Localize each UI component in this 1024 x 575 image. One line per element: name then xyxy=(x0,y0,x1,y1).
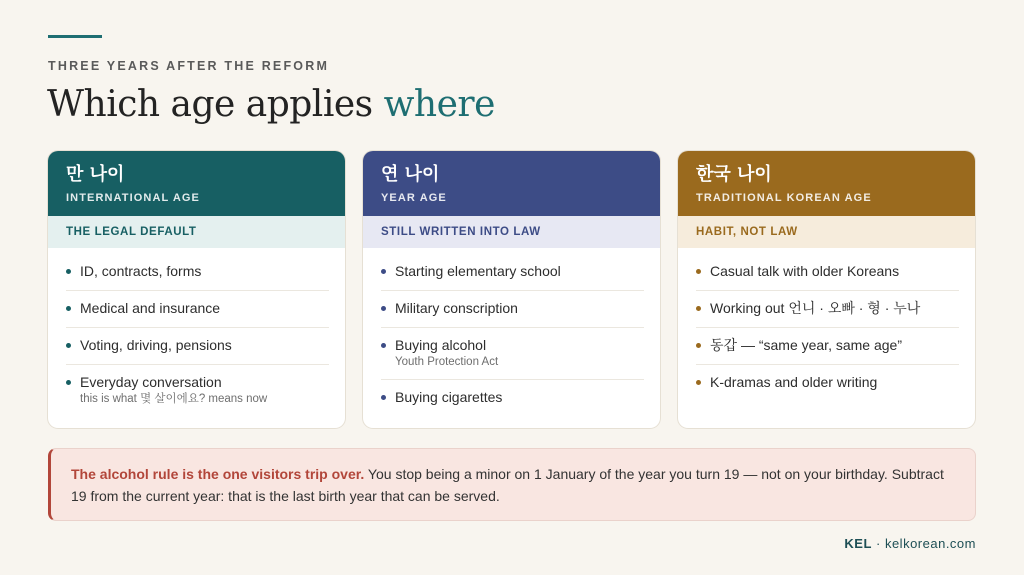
alcohol-callout xyxy=(48,448,976,521)
bullet-icon xyxy=(381,395,386,400)
bullet-icon xyxy=(66,306,71,311)
card-list xyxy=(678,248,975,401)
bullet-icon xyxy=(66,269,71,274)
list-item xyxy=(696,365,959,401)
card-year-age xyxy=(363,151,660,428)
card-korean-title: 만 나이 xyxy=(66,164,125,185)
list-item xyxy=(696,291,959,328)
item-text: Buying alcohol xyxy=(395,337,487,353)
bullet-icon xyxy=(381,269,386,274)
bullet-icon xyxy=(381,306,386,311)
item-text: K-dramas and older writing xyxy=(710,374,878,390)
item-text: Working out 언니 · 오빠 · 형 · 누나 xyxy=(710,300,921,316)
title-main: Which age applies xyxy=(47,84,384,125)
list-item xyxy=(66,328,329,365)
callout-body: You stop being a minor on 1 January of the year you turn 19 — not on your birthday. Subtract 19 from the current year: that is the last birth year that can be served. xyxy=(71,466,944,504)
card-international-age xyxy=(48,151,345,428)
card-header xyxy=(363,151,660,216)
card-list xyxy=(363,248,660,416)
list-item xyxy=(381,291,644,328)
list-item xyxy=(381,380,644,416)
footer-credit xyxy=(844,536,976,551)
page-title xyxy=(47,84,495,125)
bullet-icon xyxy=(66,343,71,348)
bullet-icon xyxy=(696,306,701,311)
item-text: Buying cigarettes xyxy=(395,389,503,405)
item-text: Everyday conversation xyxy=(80,374,222,390)
item-subtext: this is what 몇 살이에요? means now xyxy=(80,393,268,405)
list-item xyxy=(381,254,644,291)
item-text: Voting, driving, pensions xyxy=(80,337,232,353)
callout-lead: The alcohol rule is the one visitors trip over. xyxy=(71,466,365,482)
card-header xyxy=(48,151,345,216)
list-item xyxy=(66,365,329,416)
card-korean-age xyxy=(678,151,975,428)
card-band: HABIT, NOT LAW xyxy=(678,216,975,248)
card-english-title: YEAR AGE xyxy=(381,192,447,204)
card-band: THE LEGAL DEFAULT xyxy=(48,216,345,248)
card-band: STILL WRITTEN INTO LAW xyxy=(363,216,660,248)
list-item xyxy=(696,328,959,365)
bullet-icon xyxy=(696,269,701,274)
item-subtext: Youth Protection Act xyxy=(395,356,499,368)
accent-rule xyxy=(48,35,102,38)
card-header xyxy=(678,151,975,216)
item-text: Casual talk with older Koreans xyxy=(710,263,900,279)
item-text: Starting elementary school xyxy=(395,263,561,279)
list-item xyxy=(66,254,329,291)
list-item xyxy=(696,254,959,291)
card-korean-title: 한국 나이 xyxy=(696,164,772,185)
card-korean-title: 연 나이 xyxy=(381,164,440,185)
item-text: ID, contracts, forms xyxy=(80,263,202,279)
bullet-icon xyxy=(696,380,701,385)
item-text: Military conscription xyxy=(395,300,518,316)
eyebrow: THREE YEARS AFTER THE REFORM xyxy=(48,59,330,73)
list-item xyxy=(381,328,644,380)
card-list xyxy=(48,248,345,416)
item-text: 동갑 — “same year, same age” xyxy=(710,337,902,353)
item-text: Medical and insurance xyxy=(80,300,221,316)
card-english-title: TRADITIONAL KOREAN AGE xyxy=(696,192,872,204)
title-accent: where xyxy=(383,84,495,125)
card-english-title: INTERNATIONAL AGE xyxy=(66,192,200,204)
bullet-icon xyxy=(381,343,386,348)
bullet-icon xyxy=(66,380,71,385)
list-item xyxy=(66,291,329,328)
footer-brand: KEL xyxy=(844,536,872,551)
footer-separator: · xyxy=(871,536,885,551)
bullet-icon xyxy=(696,343,701,348)
footer-site: kelkorean.com xyxy=(884,536,976,551)
